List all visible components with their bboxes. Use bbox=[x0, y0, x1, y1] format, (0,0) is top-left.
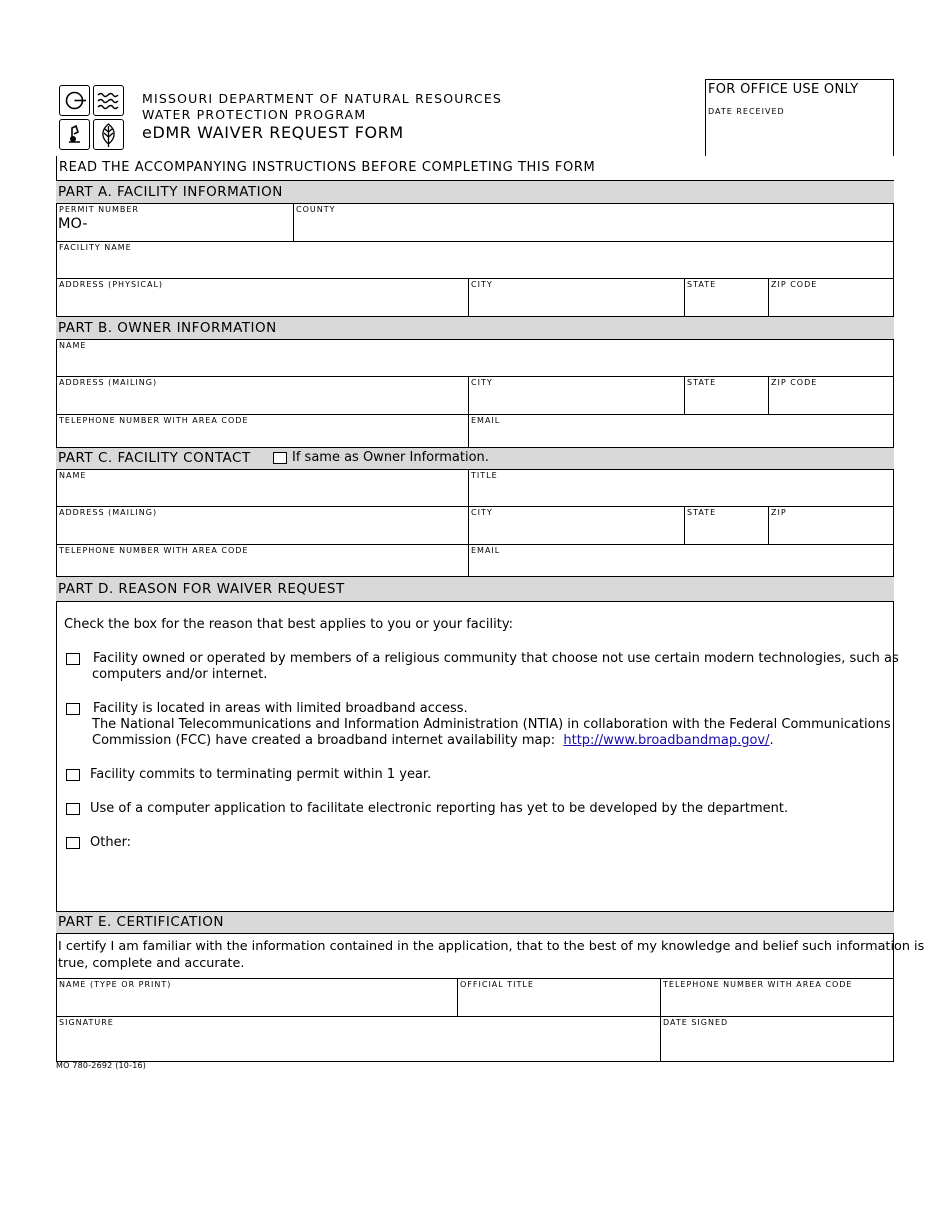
contact-title-field[interactable] bbox=[468, 469, 894, 507]
limited-broadband-text-line1: Facility is located in areas with limited broadband access. bbox=[93, 701, 468, 716]
office-use-title: FOR OFFICE USE ONLY bbox=[708, 82, 859, 97]
county-field[interactable] bbox=[293, 203, 894, 242]
broadband-map-link[interactable]: http://www.broadbandmap.gov/ bbox=[563, 733, 770, 748]
part-e-left-border bbox=[56, 933, 57, 979]
contact-email-label: EMAIL bbox=[471, 546, 501, 555]
part-e-header: PART E. CERTIFICATION bbox=[56, 911, 894, 934]
permit-number-field[interactable] bbox=[56, 203, 294, 242]
contact-city-field[interactable] bbox=[468, 506, 685, 545]
certification-statement-line2: true, complete and accurate. bbox=[58, 956, 245, 971]
facility-name-field[interactable] bbox=[56, 241, 894, 279]
contact-title-label: TITLE bbox=[471, 471, 498, 480]
religious-community-text-line1: Facility owned or operated by members of a religious community that choose not use certain modern technologies, such as bbox=[93, 651, 899, 666]
contact-name-label: NAME bbox=[59, 471, 87, 480]
part-d-header: PART D. REASON FOR WAIVER REQUEST bbox=[56, 576, 894, 602]
sun-icon bbox=[59, 85, 90, 116]
leaf-icon bbox=[93, 119, 124, 150]
water-icon bbox=[93, 85, 124, 116]
owner-zip-field[interactable] bbox=[768, 376, 894, 415]
facility-address-field[interactable] bbox=[56, 278, 469, 317]
department-name: MISSOURI DEPARTMENT OF NATURAL RESOURCES bbox=[142, 91, 503, 106]
same-as-owner-checkbox[interactable] bbox=[273, 452, 287, 464]
part-b-header: PART B. OWNER INFORMATION bbox=[56, 316, 894, 340]
facility-state-field[interactable] bbox=[684, 278, 769, 317]
owner-email-field[interactable] bbox=[468, 414, 894, 448]
form-number: MO 780-2692 (10-16) bbox=[56, 1061, 147, 1070]
certifier-telephone-label: TELEPHONE NUMBER WITH AREA CODE bbox=[663, 980, 853, 989]
county-label: COUNTY bbox=[296, 205, 336, 214]
part-a-header: PART A. FACILITY INFORMATION bbox=[56, 180, 894, 204]
same-as-owner-label: If same as Owner Information. bbox=[292, 450, 489, 465]
office-use-box bbox=[705, 79, 894, 156]
facility-city-label: CITY bbox=[471, 280, 493, 289]
facility-city-field[interactable] bbox=[468, 278, 685, 317]
terminating-permit-checkbox[interactable] bbox=[66, 769, 80, 781]
facility-zip-label: ZIP CODE bbox=[771, 280, 818, 289]
contact-city-label: CITY bbox=[471, 508, 493, 517]
date-signed-label: DATE SIGNED bbox=[663, 1018, 729, 1027]
terminating-permit-text: Facility commits to terminating permit within 1 year. bbox=[90, 767, 432, 782]
contact-state-label: STATE bbox=[687, 508, 717, 517]
facility-name-label: FACILITY NAME bbox=[59, 243, 132, 252]
no-computer-application-text: Use of a computer application to facilitate electronic reporting has yet to be developed by the department. bbox=[90, 801, 789, 816]
contact-name-field[interactable] bbox=[56, 469, 469, 507]
facility-zip-field[interactable] bbox=[768, 278, 894, 317]
microscope-icon bbox=[59, 119, 90, 150]
certifier-telephone-field[interactable] bbox=[660, 978, 894, 1017]
permit-number-prefix: MO- bbox=[58, 216, 88, 232]
part-c-title: PART C. FACILITY CONTACT bbox=[58, 450, 251, 466]
contact-state-field[interactable] bbox=[684, 506, 769, 545]
owner-state-label: STATE bbox=[687, 378, 717, 387]
other-reason-checkbox[interactable] bbox=[66, 837, 80, 849]
instruction-text: READ THE ACCOMPANYING INSTRUCTIONS BEFORE COMPLETING THIS FORM bbox=[59, 160, 596, 175]
contact-zip-field[interactable] bbox=[768, 506, 894, 545]
date-signed-field[interactable] bbox=[660, 1016, 894, 1062]
contact-address-field[interactable] bbox=[56, 506, 469, 545]
religious-community-text-line2: computers and/or internet. bbox=[92, 667, 268, 682]
permit-number-label: PERMIT NUMBER bbox=[59, 205, 139, 214]
facility-address-label: ADDRESS (PHYSICAL) bbox=[59, 280, 164, 289]
no-computer-application-checkbox[interactable] bbox=[66, 803, 80, 815]
limited-broadband-text-line2: The National Telecommunications and Information Administration (NTIA) in collaboration with the Federal Communications bbox=[92, 717, 891, 732]
form-title: eDMR WAIVER REQUEST FORM bbox=[142, 123, 404, 142]
owner-city-field[interactable] bbox=[468, 376, 685, 415]
owner-name-field[interactable] bbox=[56, 339, 894, 377]
certifier-name-label: NAME (TYPE OR PRINT) bbox=[59, 980, 172, 989]
certification-statement-line1: I certify I am familiar with the information contained in the application, that to the best of my knowledge and belief such information is bbox=[58, 939, 925, 954]
facility-state-label: STATE bbox=[687, 280, 717, 289]
limited-broadband-checkbox[interactable] bbox=[66, 703, 80, 715]
religious-community-checkbox[interactable] bbox=[66, 653, 80, 665]
certifier-name-field[interactable] bbox=[56, 978, 458, 1017]
signature-label: SIGNATURE bbox=[59, 1018, 114, 1027]
limited-broadband-text-line3: Commission (FCC) have created a broadband internet availability map: http://www.broadbandmap.gov/. bbox=[92, 733, 774, 748]
program-name: WATER PROTECTION PROGRAM bbox=[142, 107, 367, 122]
left-rule bbox=[56, 156, 57, 180]
owner-email-label: EMAIL bbox=[471, 416, 501, 425]
owner-city-label: CITY bbox=[471, 378, 493, 387]
broadband-map-text: Commission (FCC) have created a broadband internet availability map: bbox=[92, 733, 556, 748]
owner-state-field[interactable] bbox=[684, 376, 769, 415]
owner-telephone-field[interactable] bbox=[56, 414, 469, 448]
owner-zip-label: ZIP CODE bbox=[771, 378, 818, 387]
contact-zip-label: ZIP bbox=[771, 508, 787, 517]
contact-telephone-field[interactable] bbox=[56, 544, 469, 577]
part-d-right-border bbox=[893, 601, 894, 912]
official-title-label: OFFICIAL TITLE bbox=[460, 980, 534, 989]
official-title-field[interactable] bbox=[457, 978, 661, 1017]
other-reason-label: Other: bbox=[90, 835, 132, 850]
dnr-logo bbox=[59, 85, 127, 151]
owner-telephone-label: TELEPHONE NUMBER WITH AREA CODE bbox=[59, 416, 249, 425]
contact-telephone-label: TELEPHONE NUMBER WITH AREA CODE bbox=[59, 546, 249, 555]
signature-field[interactable] bbox=[56, 1016, 661, 1062]
date-received-label: DATE RECEIVED bbox=[708, 107, 785, 116]
part-d-intro: Check the box for the reason that best applies to you or your facility: bbox=[64, 617, 513, 632]
owner-name-label: NAME bbox=[59, 341, 87, 350]
contact-email-field[interactable] bbox=[468, 544, 894, 577]
owner-address-field[interactable] bbox=[56, 376, 469, 415]
owner-address-label: ADDRESS (MAILING) bbox=[59, 378, 158, 387]
contact-address-label: ADDRESS (MAILING) bbox=[59, 508, 158, 517]
part-d-left-border bbox=[56, 601, 57, 912]
